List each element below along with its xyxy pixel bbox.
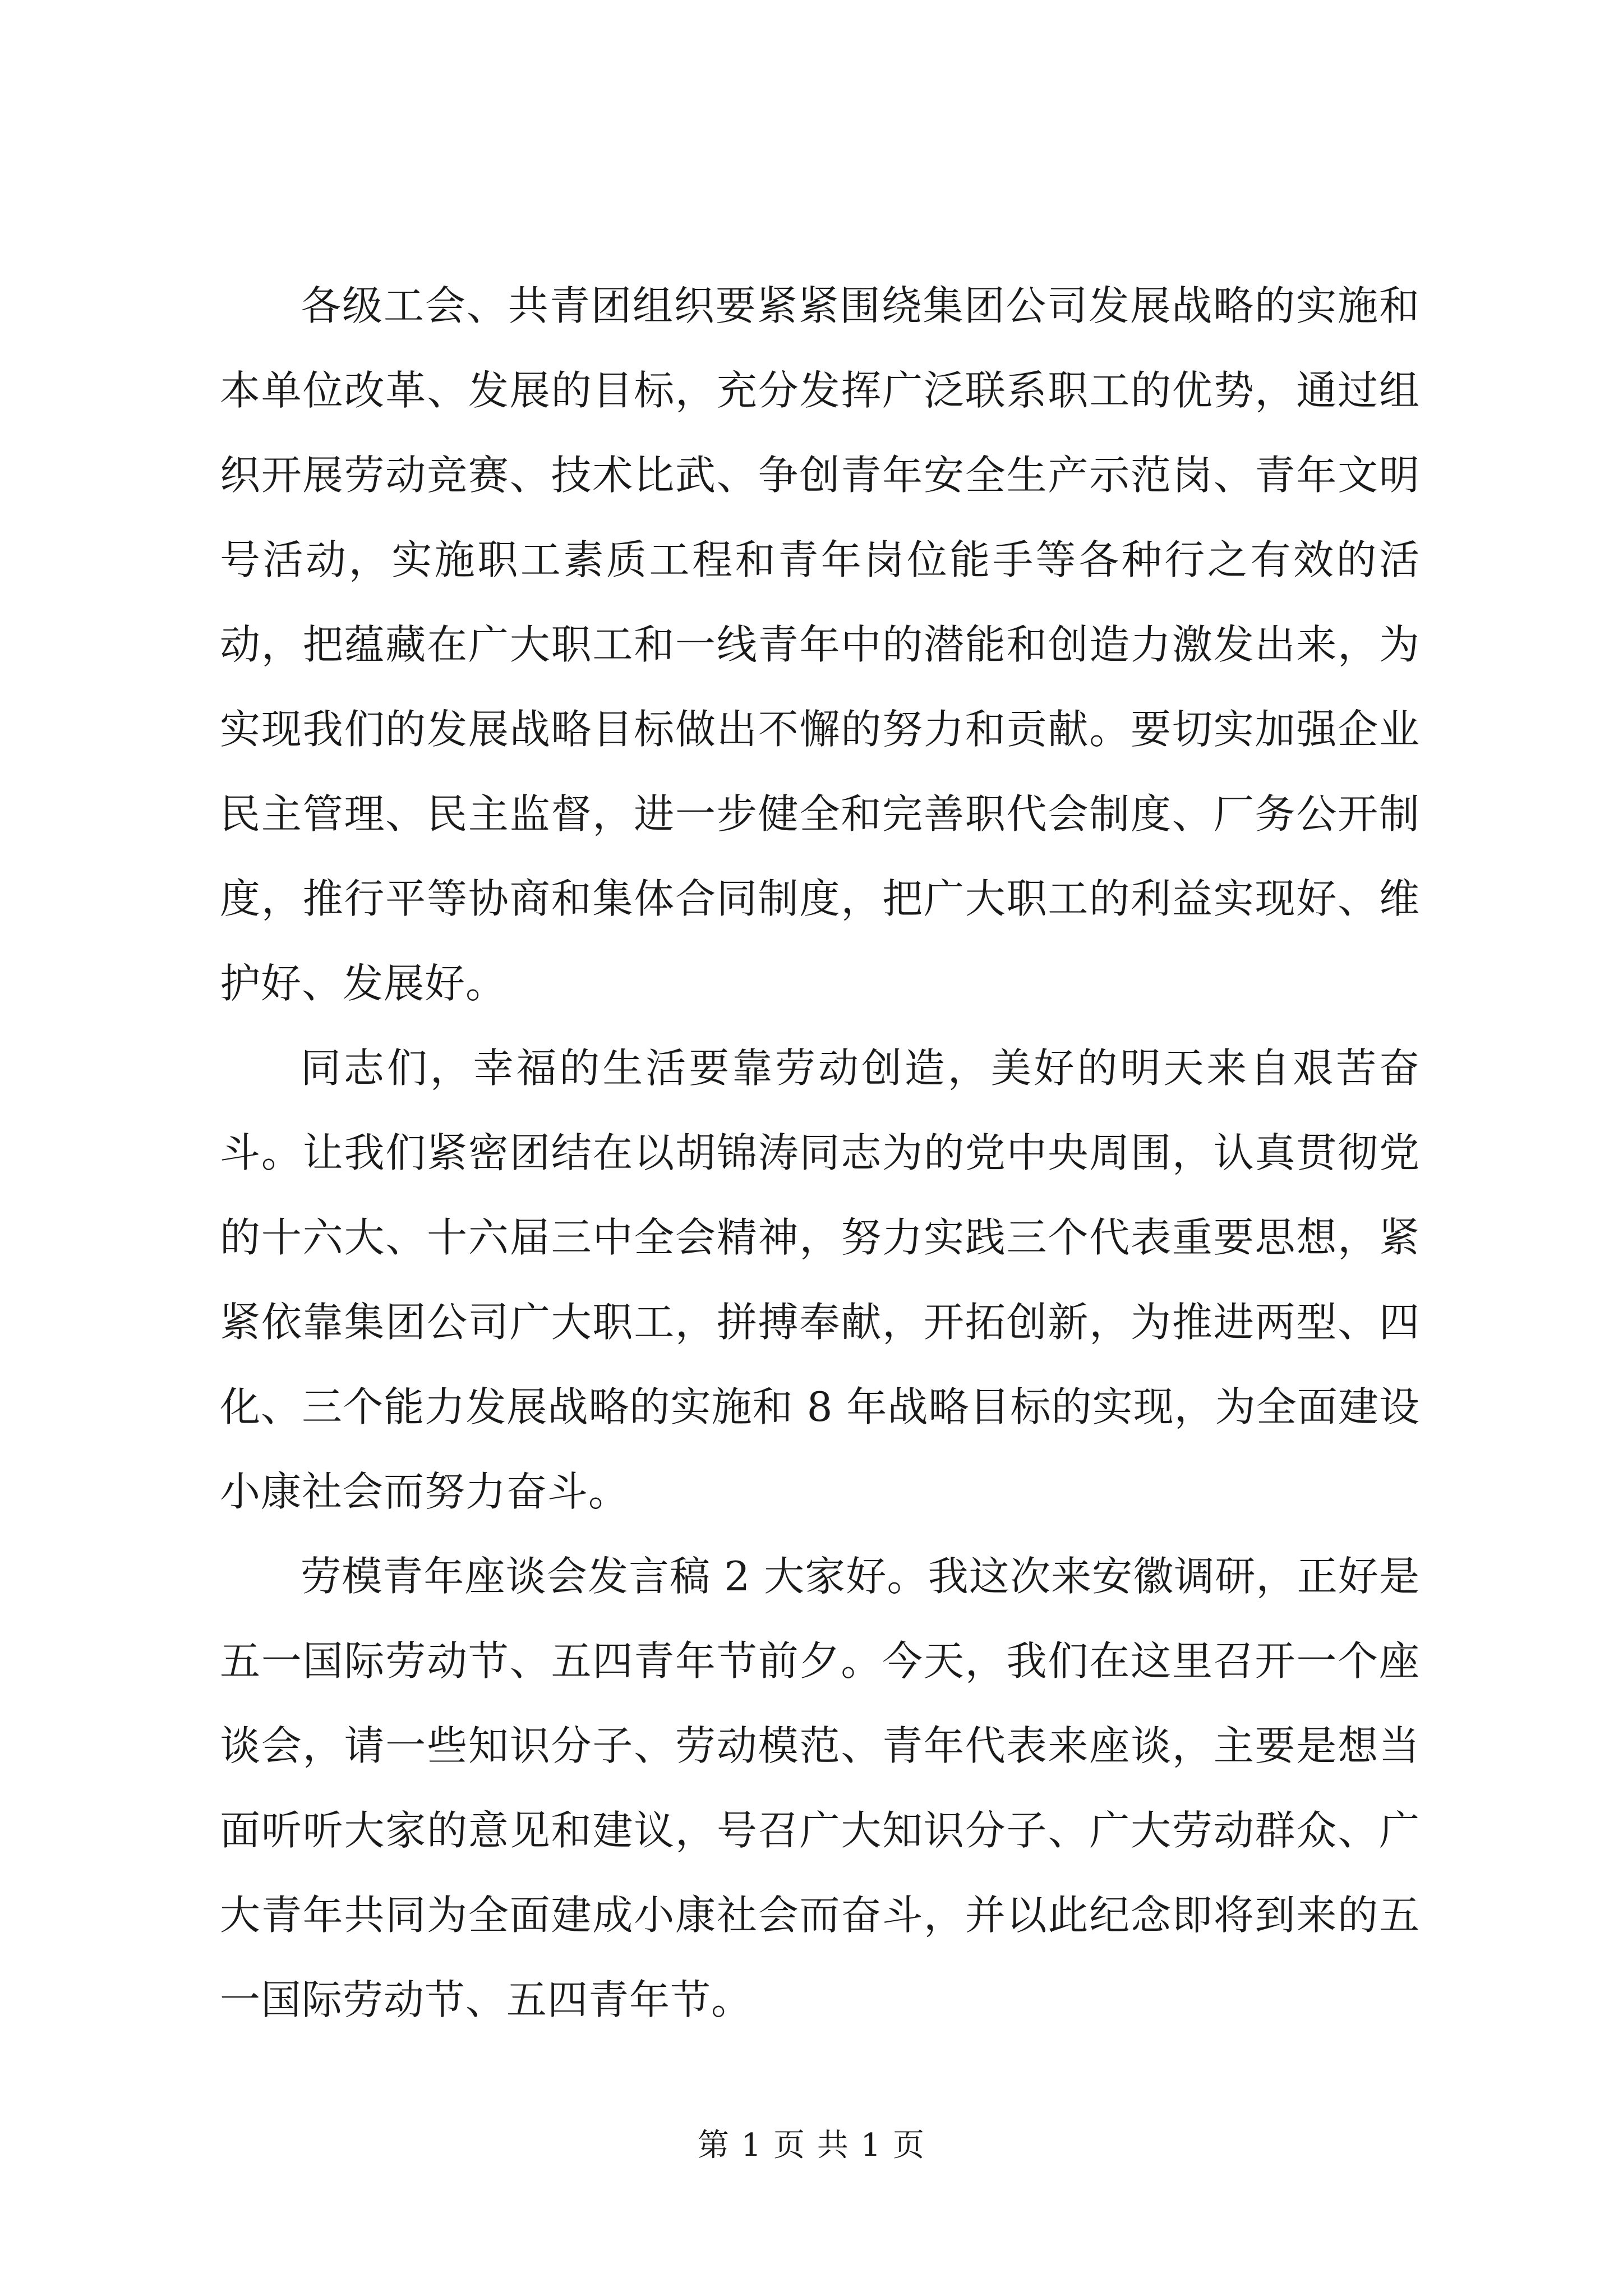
paragraph-1: 各级工会、共青团组织要紧紧围绕集团公司发展战略的实施和本单位改革、发展的目标，充分发挥广泛联系职工的优势，通过组织开展劳动竞赛、技术比武、争创青年安全生产示范岗、青年文明号活动，实施职工素质工程和青年岗位能手等各种行之有效的活动，把蕴藏在广大职工和一线青年中的潜能和创造力激发出来，为实现我们的发展战略目标做出不懈的努力和贡献。要切实加强企业民主管理、民主监督，进一步健全和完善职代会制度、厂务公开制度，推行平等协商和集体合同制度，把广大职工的利益实现好、维护好、发展好。 [220, 282, 1420, 1007]
document-body [220, 264, 1420, 2042]
page-number-footer: 第 1 页 共 1 页 [697, 2127, 926, 2164]
paragraph-2: 同志们，幸福的生活要靠劳动创造，美好的明天来自艰苦奋斗。让我们紧密团结在以胡锦涛同志为的党中央周围，认真贯彻党的十六大、十六届三中全会精神，努力实践三个代表重要思想，紧紧依靠集团公司广大职工，拼搏奉献，开拓创新，为推进两型、四化、三个能力发展战略的实施和 8 年战略目标的实现，为全面建设小康社会而努力奋斗。 [220, 1045, 1420, 1515]
paragraph-3: 劳模青年座谈会发言稿 2 大家好。我这次来安徽调研，正好是五一国际劳动节、五四青年节前夕。今天，我们在这里召开一个座谈会，请一些知识分子、劳动模范、青年代表来座谈，主要是想当面听听大家的意见和建议，号召广大知识分子、广大劳动群众、广大青年共同为全面建成小康社会而奋斗，并以此纪念即将到来的五一国际劳动节、五四青年节。 [220, 1553, 1420, 2023]
